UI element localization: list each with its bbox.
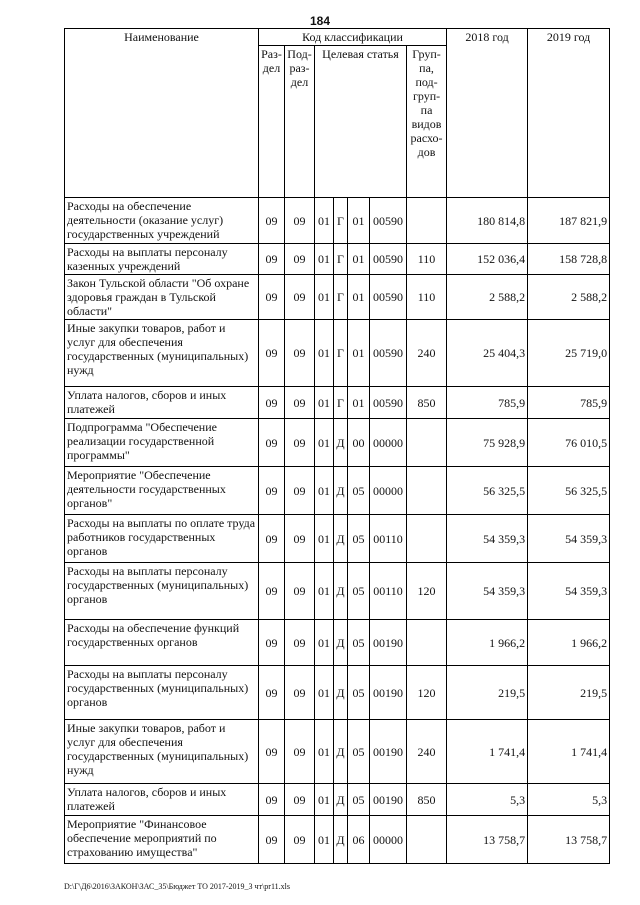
row-name: Уплата налогов, сборов и иных платежей bbox=[65, 784, 259, 816]
row-target-subprogram: Г bbox=[334, 275, 348, 320]
row-expense-group bbox=[407, 419, 447, 467]
footer-file-path: D:\Г\Д6\2016\ЗАКОН\ЗАС_35\Бюджет ТО 2017-2019_3 чт\pr11.xls bbox=[64, 882, 290, 891]
table-row bbox=[65, 620, 610, 666]
row-podrazdel: 09 bbox=[285, 419, 315, 467]
row-razdel: 09 bbox=[259, 387, 285, 419]
row-value-2018: 56 325,5 bbox=[447, 467, 528, 515]
header-name: Наименование bbox=[65, 29, 259, 198]
row-value-2018: 785,9 bbox=[447, 387, 528, 419]
row-target-program: 01 bbox=[315, 275, 334, 320]
row-value-2018: 5,3 bbox=[447, 784, 528, 816]
row-target-measure: 01 bbox=[348, 320, 370, 387]
row-razdel: 09 bbox=[259, 198, 285, 244]
row-target-program: 01 bbox=[315, 816, 334, 864]
row-value-2018: 1 741,4 bbox=[447, 720, 528, 784]
row-razdel: 09 bbox=[259, 620, 285, 666]
page-number: 184 bbox=[309, 14, 331, 28]
row-value-2018: 13 758,7 bbox=[447, 816, 528, 864]
row-podrazdel: 09 bbox=[285, 467, 315, 515]
row-value-2019: 76 010,5 bbox=[528, 419, 610, 467]
row-razdel: 09 bbox=[259, 320, 285, 387]
row-value-2019: 1 741,4 bbox=[528, 720, 610, 784]
table-row bbox=[65, 666, 610, 720]
row-expense-group: 850 bbox=[407, 784, 447, 816]
row-podrazdel: 09 bbox=[285, 387, 315, 419]
row-value-2019: 1 966,2 bbox=[528, 620, 610, 666]
table-row bbox=[65, 419, 610, 467]
table-row bbox=[65, 515, 610, 563]
row-value-2019: 54 359,3 bbox=[528, 515, 610, 563]
row-target-direction: 00110 bbox=[370, 563, 407, 620]
row-target-measure: 01 bbox=[348, 244, 370, 275]
table-row bbox=[65, 784, 610, 816]
row-value-2018: 54 359,3 bbox=[447, 563, 528, 620]
row-expense-group bbox=[407, 620, 447, 666]
row-expense-group: 120 bbox=[407, 666, 447, 720]
row-podrazdel: 09 bbox=[285, 198, 315, 244]
row-target-direction: 00590 bbox=[370, 244, 407, 275]
row-value-2019: 2 588,2 bbox=[528, 275, 610, 320]
row-expense-group: 120 bbox=[407, 563, 447, 620]
row-podrazdel: 09 bbox=[285, 320, 315, 387]
row-target-subprogram: Г bbox=[334, 320, 348, 387]
row-target-program: 01 bbox=[315, 198, 334, 244]
row-expense-group bbox=[407, 467, 447, 515]
row-value-2018: 219,5 bbox=[447, 666, 528, 720]
row-razdel: 09 bbox=[259, 419, 285, 467]
row-value-2018: 25 404,3 bbox=[447, 320, 528, 387]
row-value-2019: 56 325,5 bbox=[528, 467, 610, 515]
row-name: Расходы на выплаты персоналу государственных (муниципальных) органов bbox=[65, 666, 259, 720]
row-podrazdel: 09 bbox=[285, 563, 315, 620]
row-podrazdel: 09 bbox=[285, 666, 315, 720]
row-target-measure: 01 bbox=[348, 387, 370, 419]
row-name: Расходы на выплаты персоналу государственных (муниципальных) органов bbox=[65, 563, 259, 620]
row-name: Мероприятие "Обеспечение деятельности государственных органов" bbox=[65, 467, 259, 515]
row-value-2018: 180 814,8 bbox=[447, 198, 528, 244]
header-target: Целевая статья bbox=[315, 46, 407, 198]
row-target-direction: 00590 bbox=[370, 198, 407, 244]
row-target-subprogram: Г bbox=[334, 244, 348, 275]
row-target-measure: 05 bbox=[348, 515, 370, 563]
header-group: Груп-па, под-груп-па видов расхо-дов bbox=[407, 46, 447, 198]
row-value-2018: 2 588,2 bbox=[447, 275, 528, 320]
row-target-direction: 00590 bbox=[370, 275, 407, 320]
header-classification: Код классификации bbox=[259, 29, 447, 46]
row-podrazdel: 09 bbox=[285, 620, 315, 666]
row-target-direction: 00000 bbox=[370, 816, 407, 864]
row-name: Иные закупки товаров, работ и услуг для обеспечения государственных (муниципальных) нужд bbox=[65, 320, 259, 387]
table-row bbox=[65, 720, 610, 784]
row-target-direction: 00190 bbox=[370, 720, 407, 784]
row-target-subprogram: Д bbox=[334, 563, 348, 620]
row-name: Уплата налогов, сборов и иных платежей bbox=[65, 387, 259, 419]
header-podrazdel: Под-раз-дел bbox=[285, 46, 315, 198]
row-target-subprogram: Г bbox=[334, 387, 348, 419]
row-target-program: 01 bbox=[315, 244, 334, 275]
row-name: Расходы на обеспечение функций государственных органов bbox=[65, 620, 259, 666]
row-target-subprogram: Д bbox=[334, 784, 348, 816]
table-row bbox=[65, 244, 610, 275]
table-row bbox=[65, 275, 610, 320]
row-value-2018: 1 966,2 bbox=[447, 620, 528, 666]
row-value-2019: 54 359,3 bbox=[528, 563, 610, 620]
row-target-subprogram: Д bbox=[334, 720, 348, 784]
row-target-subprogram: Д bbox=[334, 816, 348, 864]
row-razdel: 09 bbox=[259, 816, 285, 864]
row-value-2018: 75 928,9 bbox=[447, 419, 528, 467]
row-value-2019: 785,9 bbox=[528, 387, 610, 419]
row-target-measure: 06 bbox=[348, 816, 370, 864]
row-target-measure: 05 bbox=[348, 666, 370, 720]
row-razdel: 09 bbox=[259, 467, 285, 515]
row-value-2019: 158 728,8 bbox=[528, 244, 610, 275]
row-value-2019: 13 758,7 bbox=[528, 816, 610, 864]
row-target-measure: 00 bbox=[348, 419, 370, 467]
row-razdel: 09 bbox=[259, 784, 285, 816]
row-value-2019: 187 821,9 bbox=[528, 198, 610, 244]
table-row bbox=[65, 563, 610, 620]
row-target-subprogram: Д bbox=[334, 620, 348, 666]
row-target-program: 01 bbox=[315, 720, 334, 784]
row-razdel: 09 bbox=[259, 244, 285, 275]
row-target-program: 01 bbox=[315, 320, 334, 387]
row-name: Иные закупки товаров, работ и услуг для обеспечения государственных (муниципальных) нужд bbox=[65, 720, 259, 784]
row-target-measure: 05 bbox=[348, 720, 370, 784]
row-target-measure: 05 bbox=[348, 620, 370, 666]
row-target-direction: 00190 bbox=[370, 666, 407, 720]
row-value-2019: 25 719,0 bbox=[528, 320, 610, 387]
row-value-2018: 152 036,4 bbox=[447, 244, 528, 275]
row-value-2019: 5,3 bbox=[528, 784, 610, 816]
row-expense-group bbox=[407, 816, 447, 864]
row-target-subprogram: Г bbox=[334, 198, 348, 244]
row-name: Расходы на выплаты персоналу казенных учреждений bbox=[65, 244, 259, 275]
row-target-direction: 00590 bbox=[370, 387, 407, 419]
row-razdel: 09 bbox=[259, 720, 285, 784]
table-row bbox=[65, 387, 610, 419]
row-podrazdel: 09 bbox=[285, 515, 315, 563]
header-razdel: Раз-дел bbox=[259, 46, 285, 198]
row-name: Мероприятие "Финансовое обеспечение мероприятий по страхованию имущества" bbox=[65, 816, 259, 864]
table-row bbox=[65, 467, 610, 515]
row-expense-group: 240 bbox=[407, 720, 447, 784]
row-target-measure: 05 bbox=[348, 784, 370, 816]
row-value-2018: 54 359,3 bbox=[447, 515, 528, 563]
row-expense-group: 850 bbox=[407, 387, 447, 419]
row-value-2019: 219,5 bbox=[528, 666, 610, 720]
row-podrazdel: 09 bbox=[285, 275, 315, 320]
table-row bbox=[65, 198, 610, 244]
row-target-subprogram: Д bbox=[334, 515, 348, 563]
row-target-direction: 00000 bbox=[370, 467, 407, 515]
budget-table bbox=[64, 28, 610, 864]
row-expense-group bbox=[407, 198, 447, 244]
row-target-direction: 00190 bbox=[370, 784, 407, 816]
row-target-program: 01 bbox=[315, 563, 334, 620]
row-target-program: 01 bbox=[315, 666, 334, 720]
row-target-measure: 01 bbox=[348, 198, 370, 244]
row-expense-group: 110 bbox=[407, 275, 447, 320]
row-target-measure: 05 bbox=[348, 467, 370, 515]
row-target-measure: 05 bbox=[348, 563, 370, 620]
row-razdel: 09 bbox=[259, 275, 285, 320]
row-razdel: 09 bbox=[259, 666, 285, 720]
row-target-direction: 00590 bbox=[370, 320, 407, 387]
row-target-program: 01 bbox=[315, 419, 334, 467]
row-podrazdel: 09 bbox=[285, 720, 315, 784]
row-name: Подпрограмма "Обеспечение реализации государственной программы" bbox=[65, 419, 259, 467]
row-target-measure: 01 bbox=[348, 275, 370, 320]
row-name: Расходы на обеспечение деятельности (оказание услуг) государственных учреждений bbox=[65, 198, 259, 244]
row-expense-group bbox=[407, 515, 447, 563]
table-row bbox=[65, 320, 610, 387]
row-target-program: 01 bbox=[315, 515, 334, 563]
row-podrazdel: 09 bbox=[285, 244, 315, 275]
row-target-program: 01 bbox=[315, 620, 334, 666]
row-podrazdel: 09 bbox=[285, 784, 315, 816]
row-razdel: 09 bbox=[259, 515, 285, 563]
row-expense-group: 110 bbox=[407, 244, 447, 275]
header-2018: 2018 год bbox=[447, 29, 528, 198]
row-target-program: 01 bbox=[315, 387, 334, 419]
row-target-subprogram: Д bbox=[334, 419, 348, 467]
row-target-direction: 00000 bbox=[370, 419, 407, 467]
row-expense-group: 240 bbox=[407, 320, 447, 387]
row-name: Закон Тульской области "Об охране здоровья граждан в Тульской области" bbox=[65, 275, 259, 320]
row-target-subprogram: Д bbox=[334, 467, 348, 515]
row-target-program: 01 bbox=[315, 784, 334, 816]
row-target-direction: 00190 bbox=[370, 620, 407, 666]
row-razdel: 09 bbox=[259, 563, 285, 620]
row-name: Расходы на выплаты по оплате труда работников государственных органов bbox=[65, 515, 259, 563]
table-row bbox=[65, 816, 610, 864]
header-2019: 2019 год bbox=[528, 29, 610, 198]
row-target-direction: 00110 bbox=[370, 515, 407, 563]
row-podrazdel: 09 bbox=[285, 816, 315, 864]
row-target-subprogram: Д bbox=[334, 666, 348, 720]
row-target-program: 01 bbox=[315, 467, 334, 515]
